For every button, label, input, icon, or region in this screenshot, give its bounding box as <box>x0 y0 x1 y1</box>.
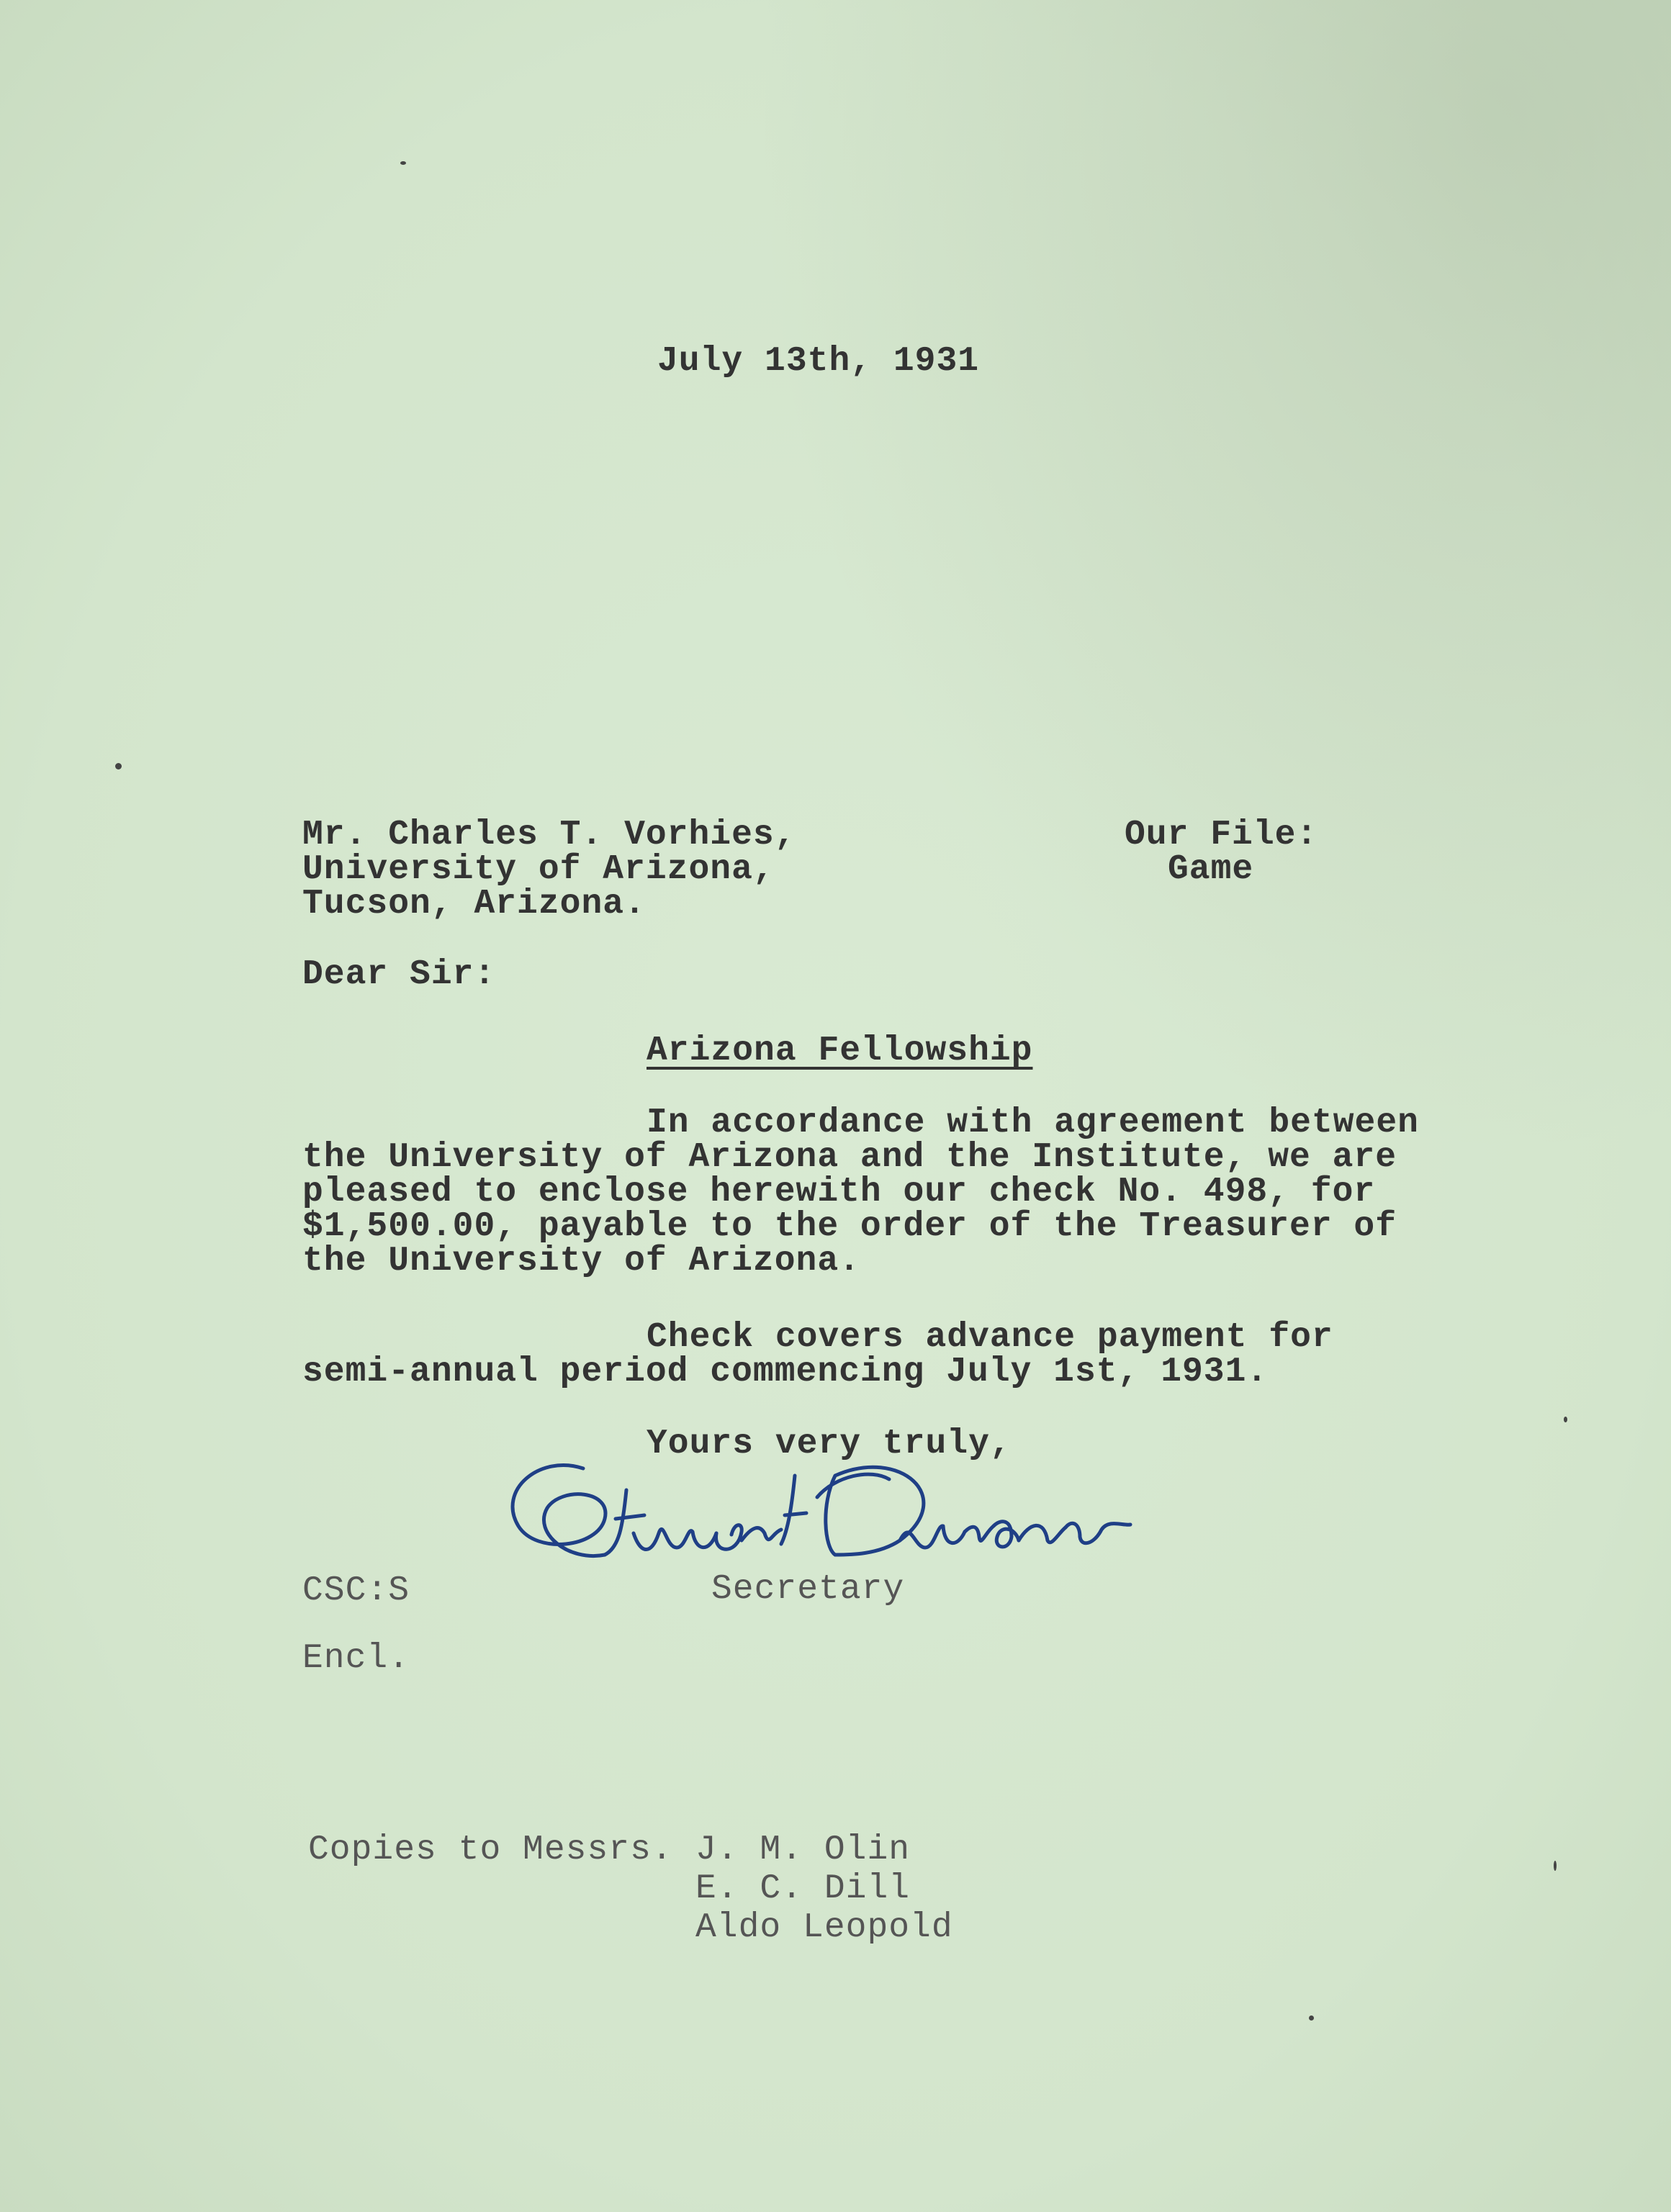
paragraph-2-line: Check covers advance payment for <box>647 1318 1333 1357</box>
paragraph-2-line: semi-annual period commencing July 1st, 1931. <box>302 1353 1269 1391</box>
signature <box>497 1447 1188 1584</box>
paper-speck <box>400 161 406 165</box>
copies-label: Copies to Messrs. <box>308 1830 673 1869</box>
signer-title: Secretary <box>711 1570 905 1609</box>
file-ref-label: Our File: <box>1125 816 1318 854</box>
paragraph-1-line: $1,500.00, payable to the order of the Treasurer of <box>302 1207 1397 1246</box>
file-ref-value: Game <box>1168 850 1254 889</box>
subject-heading: Arizona Fellowship <box>647 1031 1033 1070</box>
paragraph-1-line: the University of Arizona. <box>302 1242 860 1281</box>
closing: Yours very truly, <box>647 1425 1012 1463</box>
salutation: Dear Sir: <box>302 955 496 994</box>
recipient-institution: University of Arizona, <box>302 850 775 889</box>
paragraph-1-line: In accordance with agreement between <box>647 1103 1419 1142</box>
copy-recipient: Aldo Leopold <box>695 1908 953 1947</box>
paragraph-1-line: pleased to enclose herewith our check No. 498, for <box>302 1173 1376 1211</box>
paper-speck <box>1564 1417 1567 1422</box>
recipient-name: Mr. Charles T. Vorhies, <box>302 816 796 854</box>
typist-initials: CSC:S <box>302 1571 410 1610</box>
copy-recipient: E. C. Dill <box>695 1869 911 1908</box>
letter-date: July 13th, 1931 <box>657 342 980 381</box>
paragraph-1-line: the University of Arizona and the Institute, we are <box>302 1138 1397 1177</box>
paper-speck <box>1309 2015 1314 2021</box>
enclosure-note: Encl. <box>302 1639 410 1678</box>
paper-speck <box>1554 1861 1557 1871</box>
recipient-city: Tucson, Arizona. <box>302 885 646 924</box>
copy-recipient: J. M. Olin <box>695 1830 911 1869</box>
paper-speck <box>115 763 122 769</box>
